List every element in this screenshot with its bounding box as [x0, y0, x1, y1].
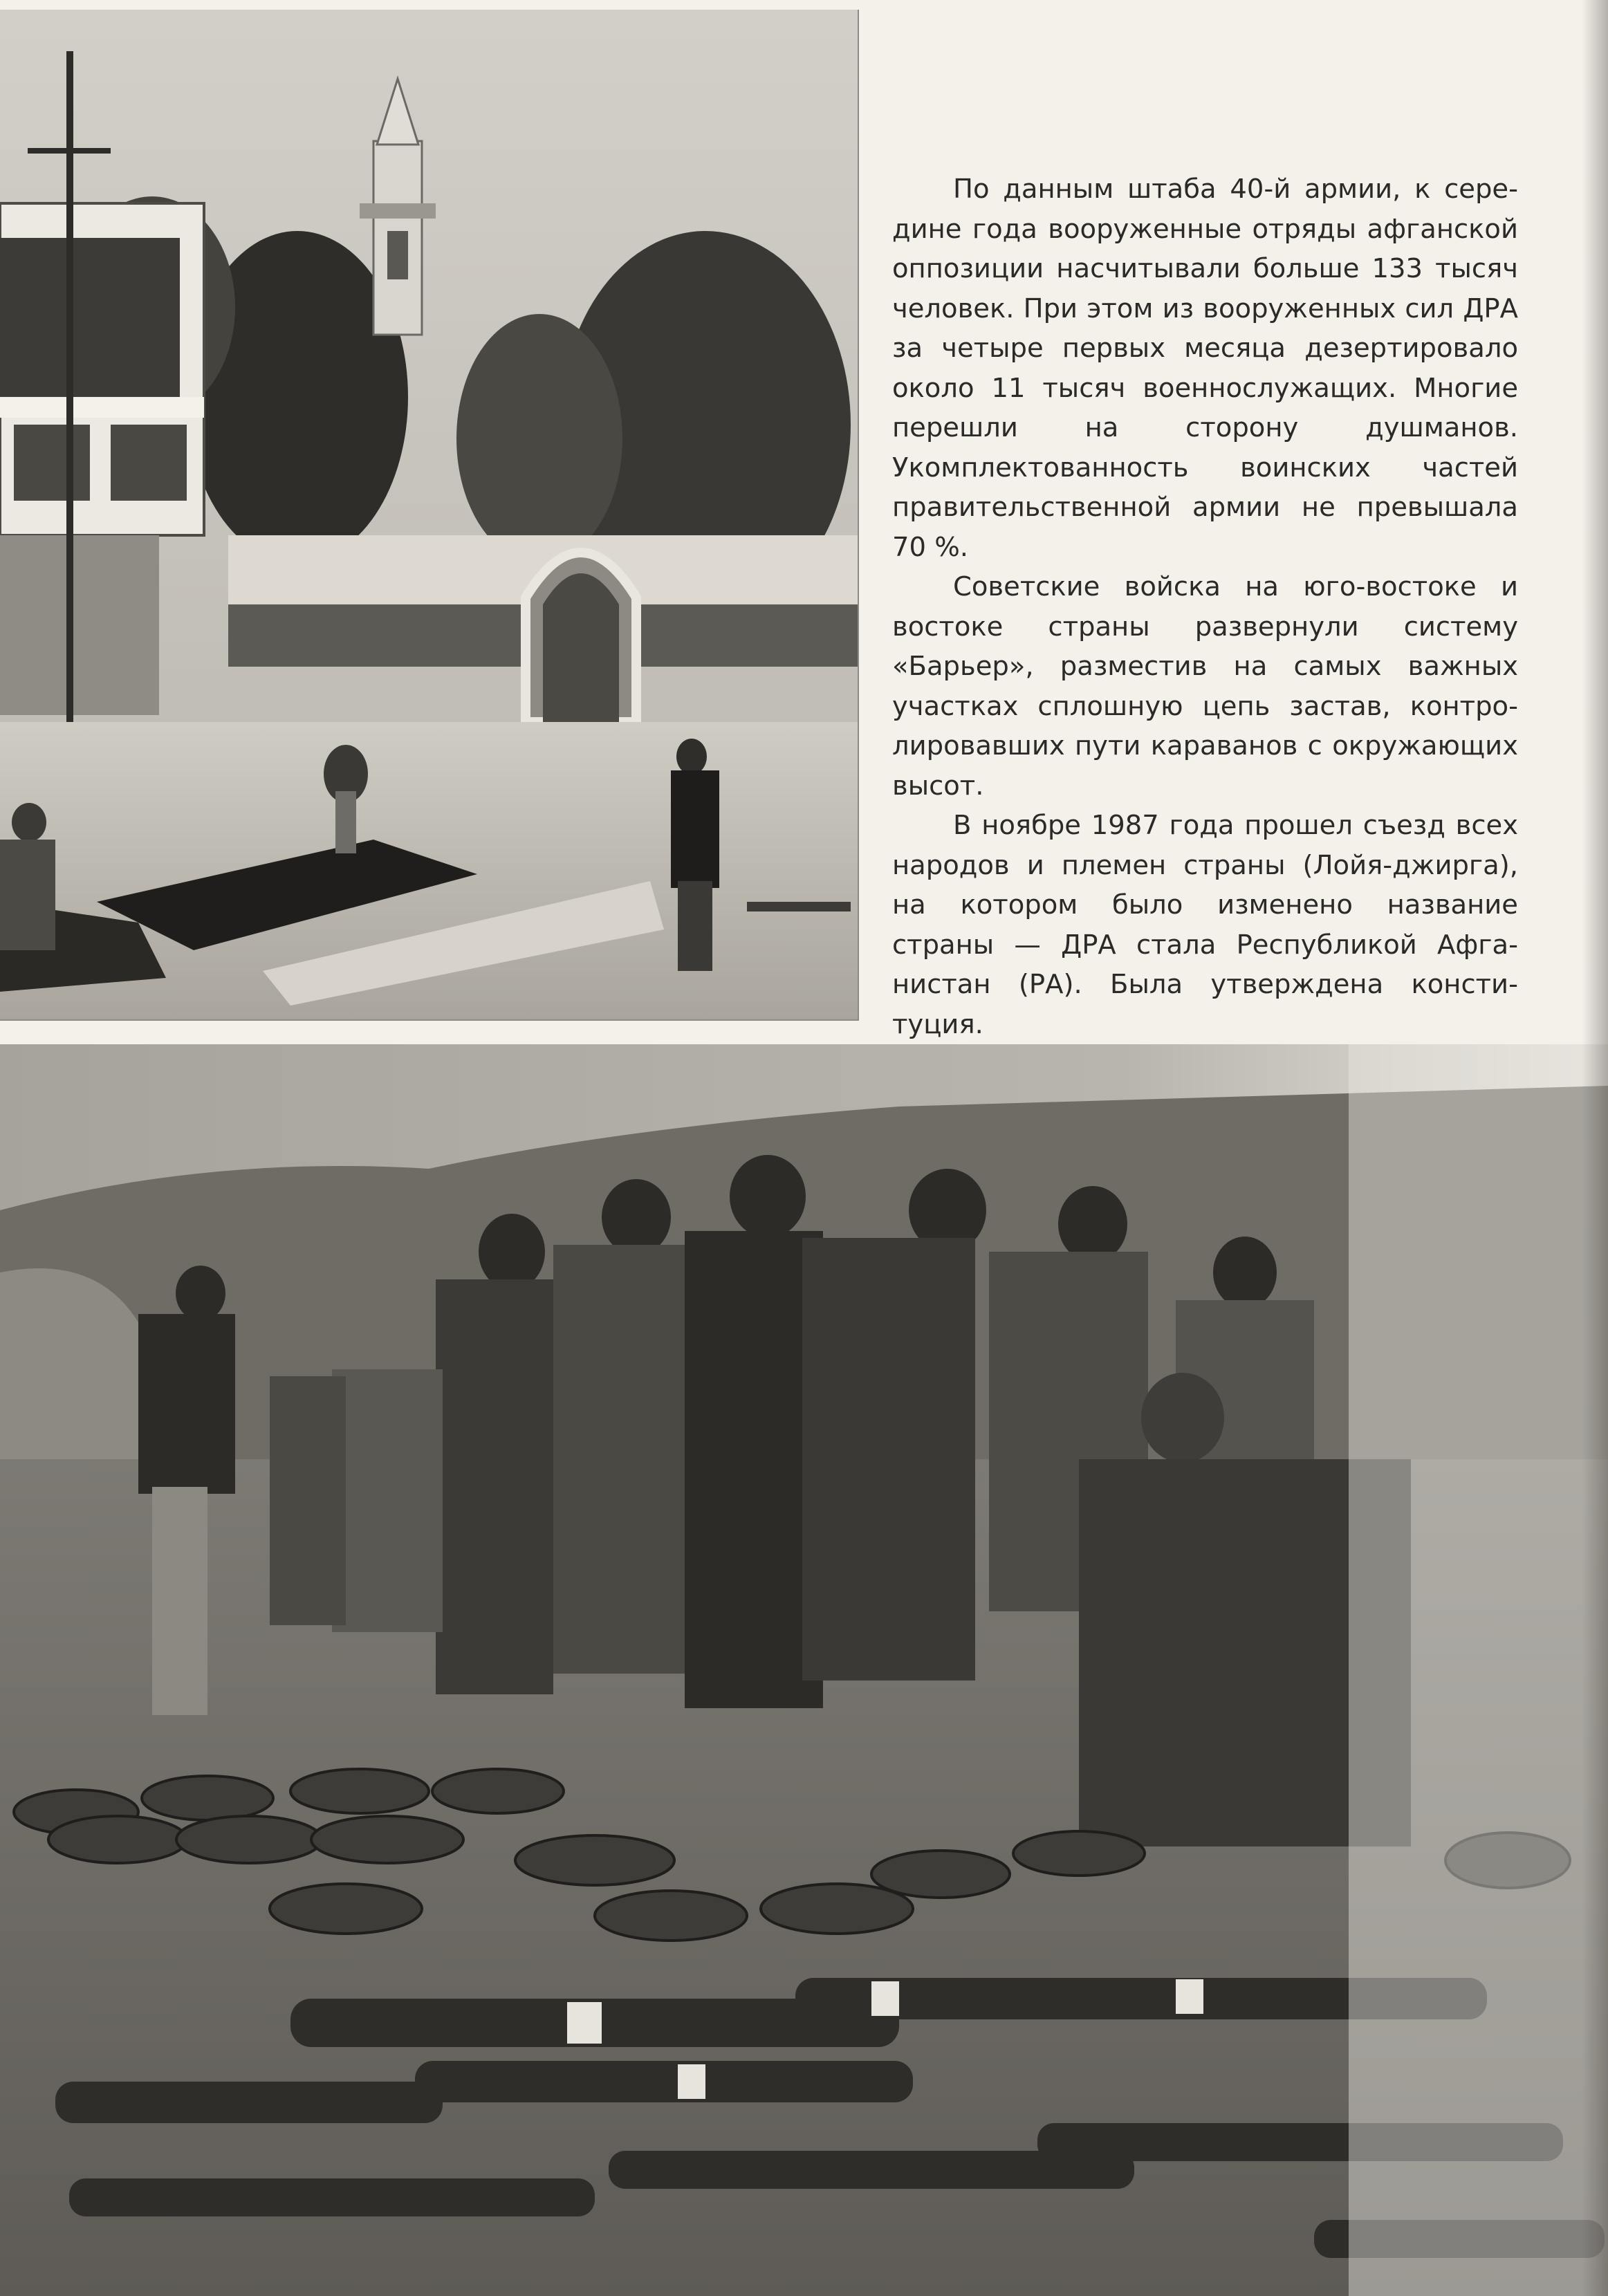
page-gutter-shadow [1582, 0, 1608, 2296]
paragraph-army-data: По данным штаба 40-й армии, к середине года вооруженные отряды афганской оппозиции насчитывали больше 133 тысяч человек. При этом из вооруженных сил ДРА за четыре первых месяца дезертировало около 11 тысяч военнослужащих. Многие перешли на сторону душманов. Укомплектованность воинских частей правительственной армии не превышала 70 %. [892, 174, 1518, 563]
article-text [892, 169, 1518, 1044]
paragraph-loya-jirga: В ноябре 1987 года прошел съезд всех народов и племен страны (Лойя-джирга), на котором было изменено название страны — ДРА стала Республикой Афганистан (РА). Была утверждена конституция. [892, 810, 1518, 1040]
photo-mosque-street-image [0, 10, 858, 1019]
paragraph-barrier-system: Советские войска на юго-востоке и востоке страны развернули систему «Барьер», разместив на самых важных участках сплошную цепь застав, контролировавших пути караванов с окружающих высот. [892, 571, 1518, 802]
photo-mosque-street [0, 10, 859, 1021]
photo-captured-weapons [0, 1044, 1608, 2296]
photo-captured-weapons-image [0, 1044, 1608, 2296]
